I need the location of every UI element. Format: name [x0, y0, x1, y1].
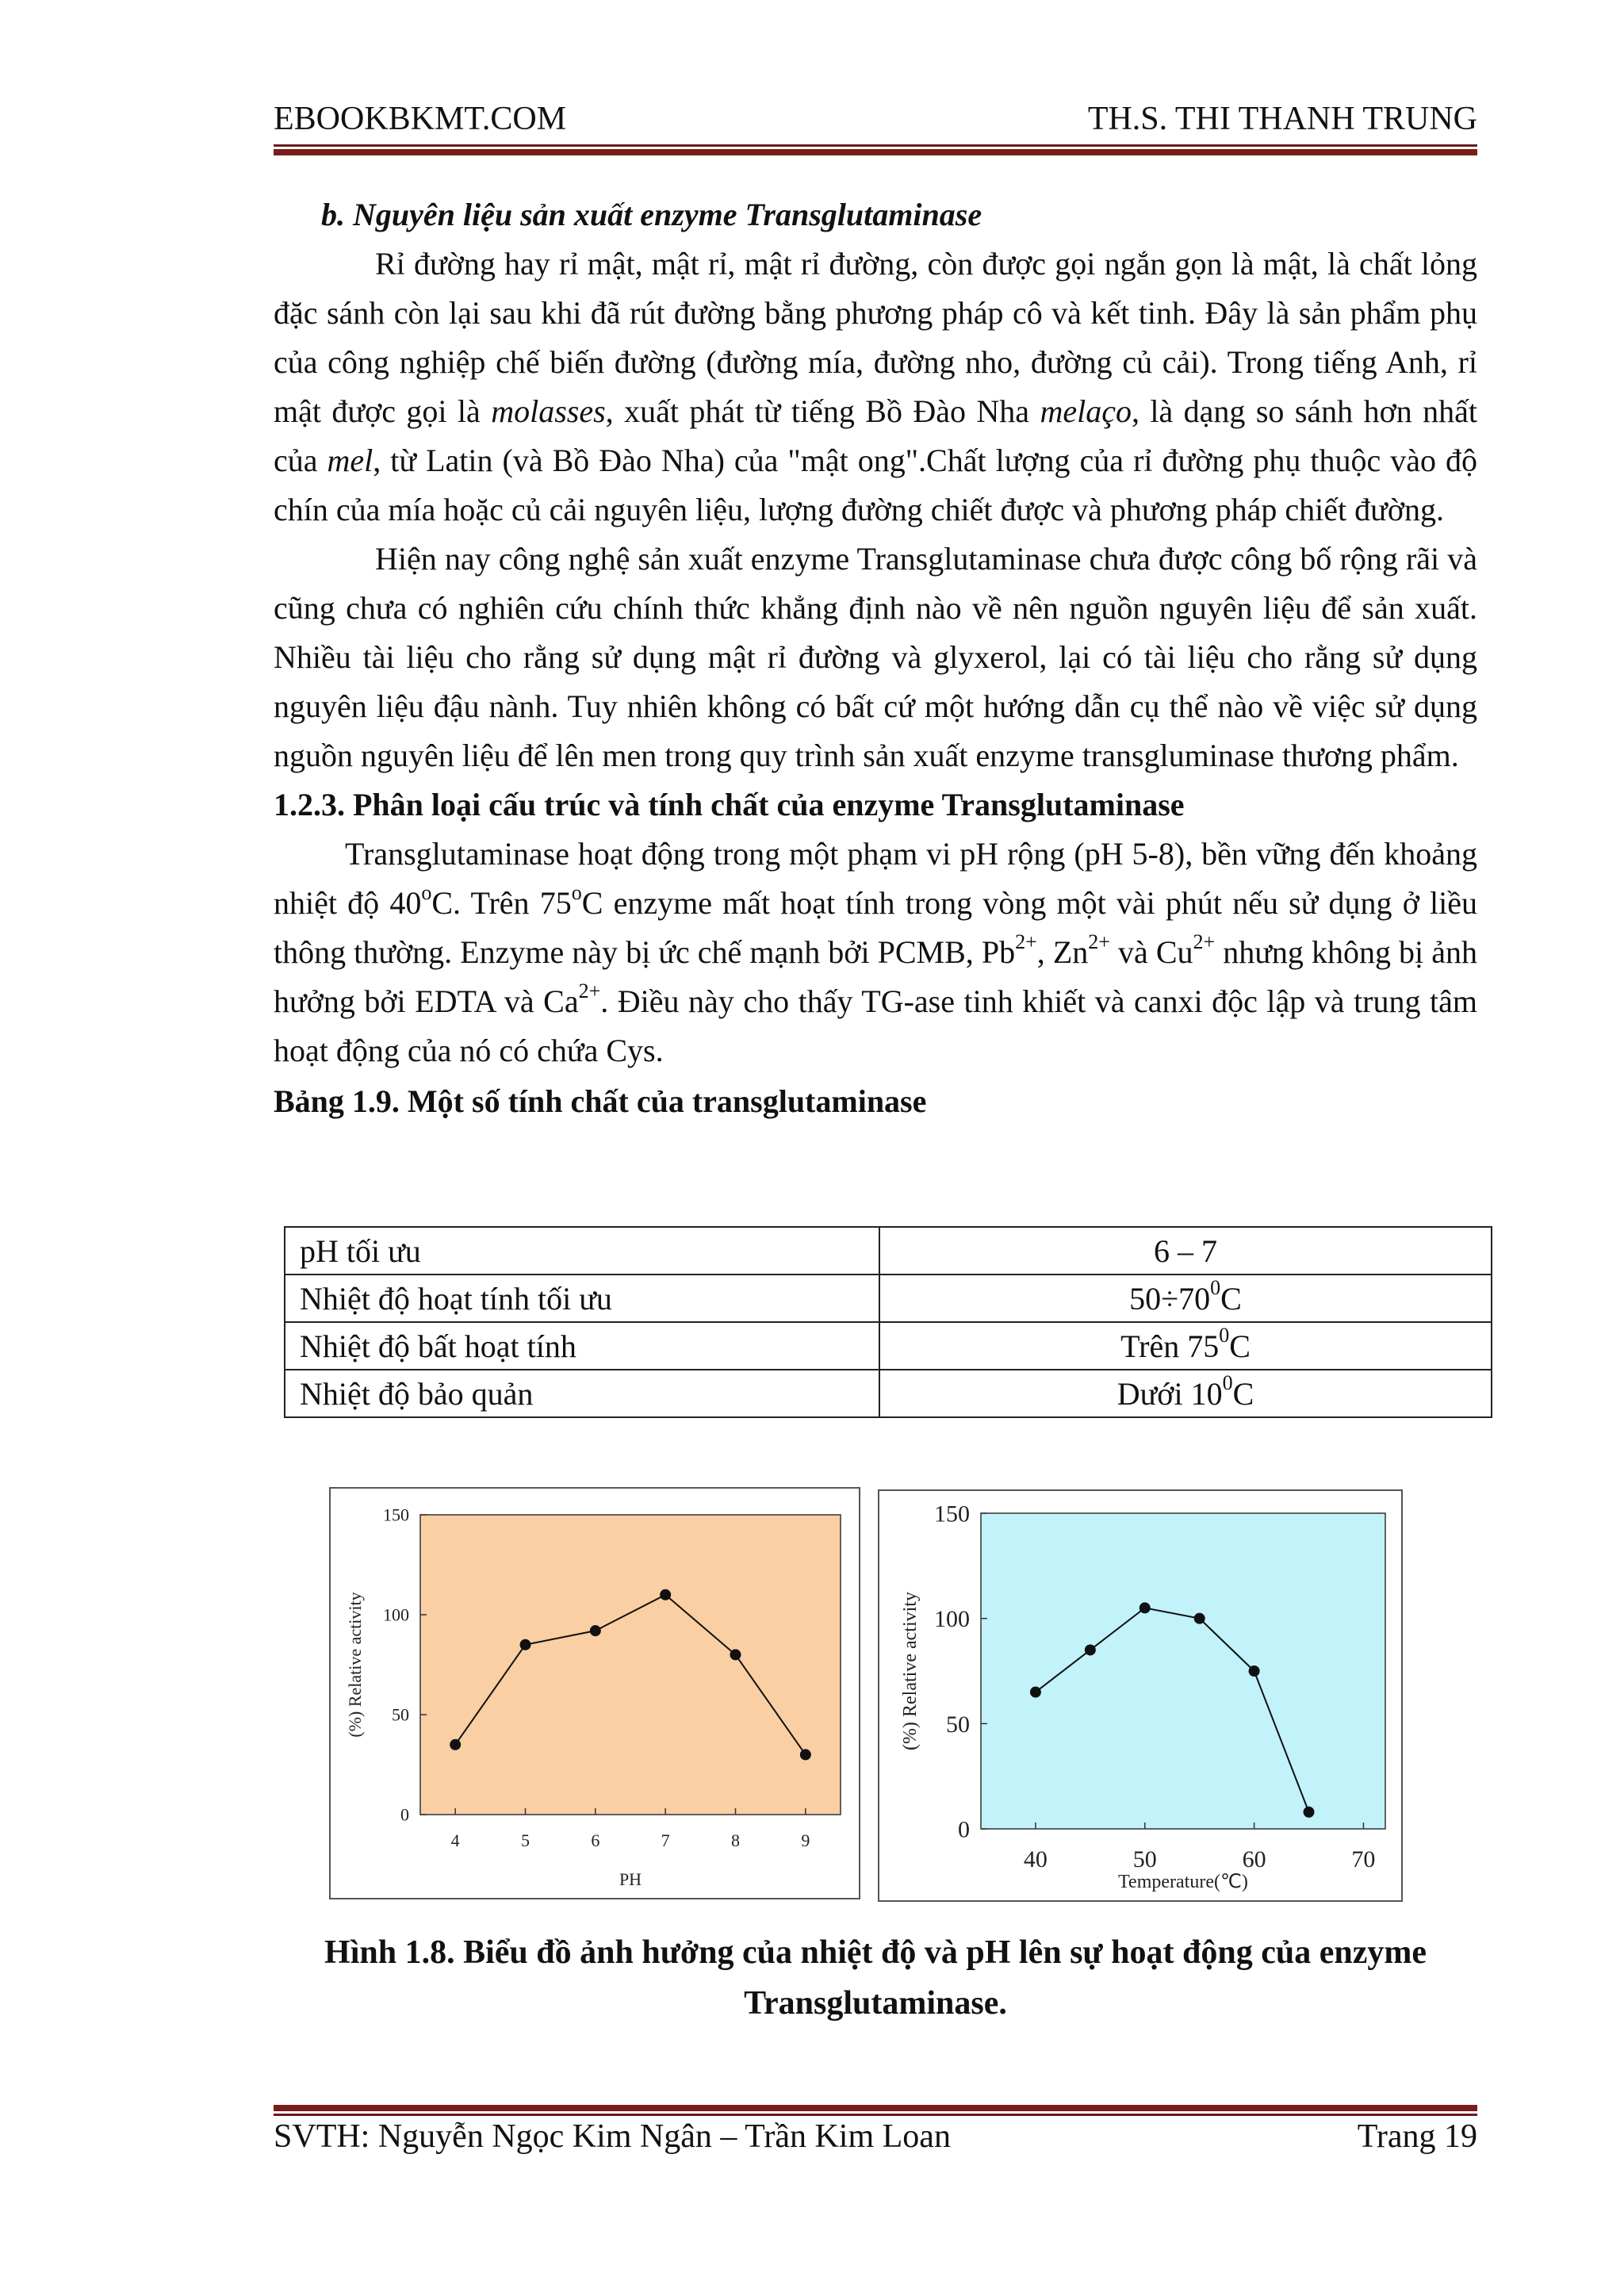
data-point — [590, 1625, 601, 1636]
table-row — [285, 1274, 1492, 1322]
header-author: TH.S. THI THANH TRUNG — [1087, 101, 1477, 137]
table-cell-value: 6 – 7 — [879, 1227, 1492, 1274]
data-point — [1085, 1644, 1096, 1655]
page-number: Trang 19 — [1357, 2118, 1477, 2155]
data-point — [1249, 1665, 1260, 1677]
properties-table — [284, 1226, 1492, 1418]
table-row — [285, 1227, 1492, 1274]
y-axis-label: (%) Relative activity — [900, 1592, 921, 1750]
table-cell-label: pH tối ưu — [285, 1227, 879, 1274]
temperature-activity-chart — [878, 1489, 1403, 1906]
x-tick-label: 7 — [661, 1830, 670, 1850]
table-row — [285, 1370, 1492, 1417]
x-tick-label: 6 — [591, 1830, 600, 1850]
table-cell-value: Trên $75^0C$ — [879, 1322, 1492, 1370]
section-heading: 1.2.3. Phân loại cấu trúc và tính chất của enzyme Transglutaminase — [274, 787, 1185, 822]
page-header — [274, 94, 1479, 141]
data-point — [800, 1749, 811, 1760]
table-caption: Bảng 1.9. Một số tính chất của transglutaminase — [274, 1083, 927, 1119]
ph-chart-svg — [329, 1487, 860, 1899]
figure-caption-line2: Transglutaminase. — [744, 1985, 1007, 2022]
x-tick-label: 50 — [1132, 1846, 1157, 1872]
y-tick-label: 150 — [383, 1504, 409, 1525]
data-point — [450, 1739, 461, 1750]
data-point — [1139, 1602, 1151, 1613]
footer-rule-thin — [274, 2114, 1477, 2116]
y-tick-label: 100 — [934, 1606, 970, 1633]
paragraph-molasses: Rỉ đường hay rỉ mật, mật rỉ, mật rỉ đường, còn được gọi ngắn gọn là mật, là chất lỏng đặc sánh còn lại sau khi đã rút đường bằng phương pháp cô và kết tinh. Đây là sản phẩm phụ của công nghiệp chế biến đường (đường mía, đường nho, đường củ cải). Trong tiếng Anh, rỉ mật được gọi là molasses, xuất phát từ tiếng Bồ Đào Nha melaço, là dạng so sánh hơn nhất của mel, từ Latin (và Bồ Đào Nha) của "mật ong".Chất lượng của rỉ đường phụ thuộc vào độ chín của mía hoặc củ cải nguyên liệu, lượng đường chiết được và phương pháp chiết đường. — [274, 246, 1478, 527]
table-cell-label: Nhiệt độ hoạt tính tối ưu — [285, 1274, 879, 1322]
y-tick-label: 50 — [946, 1711, 970, 1738]
x-tick-label: 70 — [1351, 1846, 1376, 1872]
data-point — [1304, 1807, 1315, 1818]
x-tick-label: 5 — [521, 1830, 530, 1850]
data-point — [660, 1589, 671, 1600]
data-point — [520, 1639, 531, 1650]
table-cell-label: Nhiệt độ bảo quản — [285, 1370, 879, 1417]
data-point — [1194, 1613, 1205, 1624]
y-tick-label: 0 — [958, 1816, 970, 1843]
x-tick-label: 4 — [450, 1830, 460, 1850]
y-tick-label: 150 — [934, 1501, 970, 1527]
footer-authors: SVTH: Nguyễn Ngọc Kim Ngân – Trần Kim Loan — [274, 2118, 951, 2155]
plot-area — [420, 1515, 841, 1815]
header-rule-thin — [274, 144, 1477, 147]
subsection-heading: b. Nguyên liệu sản xuất enzyme Transglutaminase — [321, 197, 982, 232]
y-tick-label: 100 — [383, 1604, 409, 1625]
footer-rule-thick — [274, 2105, 1477, 2111]
table-row — [285, 1322, 1492, 1370]
ph-activity-chart — [329, 1487, 860, 1903]
paragraph-properties: Transglutaminase hoạt động trong một phạm vi pH rộng (pH 5-8), bền vững đến khoảng nhiệt độ 40$^o$C. Trên 75$^o$C enzyme mất hoạt tính trong vòng một vài phút nếu sử dụng ở liều thông thường. Enzyme này bị ức chế mạnh bởi PCMB, $Pb^{2+}$, $Zn^{2+}$ và $Cu^{2+}$ nhưng không bị ảnh hưởng bởi EDTA và $Ca^{2+}$. Điều này cho thấy TG-ase tinh khiết và canxi độc lập và trung tâm hoạt động của nó có chứa Cys. — [274, 836, 1478, 1068]
plot-area — [981, 1513, 1385, 1829]
data-point — [1030, 1687, 1041, 1698]
y-tick-label: 0 — [400, 1804, 409, 1825]
x-axis-label: PH — [619, 1869, 642, 1889]
temperature-chart-svg — [878, 1489, 1403, 1902]
x-tick-label: 60 — [1242, 1846, 1266, 1872]
header-site: EBOOKBKMT.COM — [274, 101, 567, 137]
header-rule-thick — [274, 149, 1477, 155]
x-tick-label: 8 — [731, 1830, 740, 1850]
x-axis-label: Temperature(℃) — [1118, 1872, 1248, 1892]
table-cell-value: $50\div 70^0C$ — [879, 1274, 1492, 1322]
figure-caption — [274, 1927, 1477, 2029]
table-cell-label: Nhiệt độ bất hoạt tính — [285, 1322, 879, 1370]
x-tick-label: 40 — [1023, 1846, 1048, 1872]
y-tick-label: 50 — [392, 1704, 409, 1725]
paragraph-materials: Hiện nay công nghệ sản xuất enzyme Transglutaminase chưa được công bố rộng rãi và cũng chưa có nghiên cứu chính thức khẳng định nào về nên nguồn nguyên liệu để sản xuất. Nhiều tài liệu cho rằng sử dụng mật rỉ đường và glyxerol, lại có tài liệu cho rằng sử dụng nguyên liệu đậu nành. Tuy nhiên không có bất cứ một hướng dẫn cụ thể nào về việc sử dụng nguồn nguyên liệu để lên men trong quy trình sản xuất enzyme transgluminase thương phẩm. — [274, 541, 1477, 773]
page-content — [274, 190, 1477, 1126]
table-cell-value: Dưới $10^0C$ — [879, 1370, 1492, 1417]
y-axis-label: (%) Relative activity — [345, 1592, 365, 1738]
x-tick-label: 9 — [801, 1830, 810, 1850]
data-point — [730, 1649, 741, 1660]
figure-caption-line1: Hình 1.8. Biểu đồ ảnh hưởng của nhiệt độ và pH lên sự hoạt động của enzyme — [324, 1934, 1427, 1971]
